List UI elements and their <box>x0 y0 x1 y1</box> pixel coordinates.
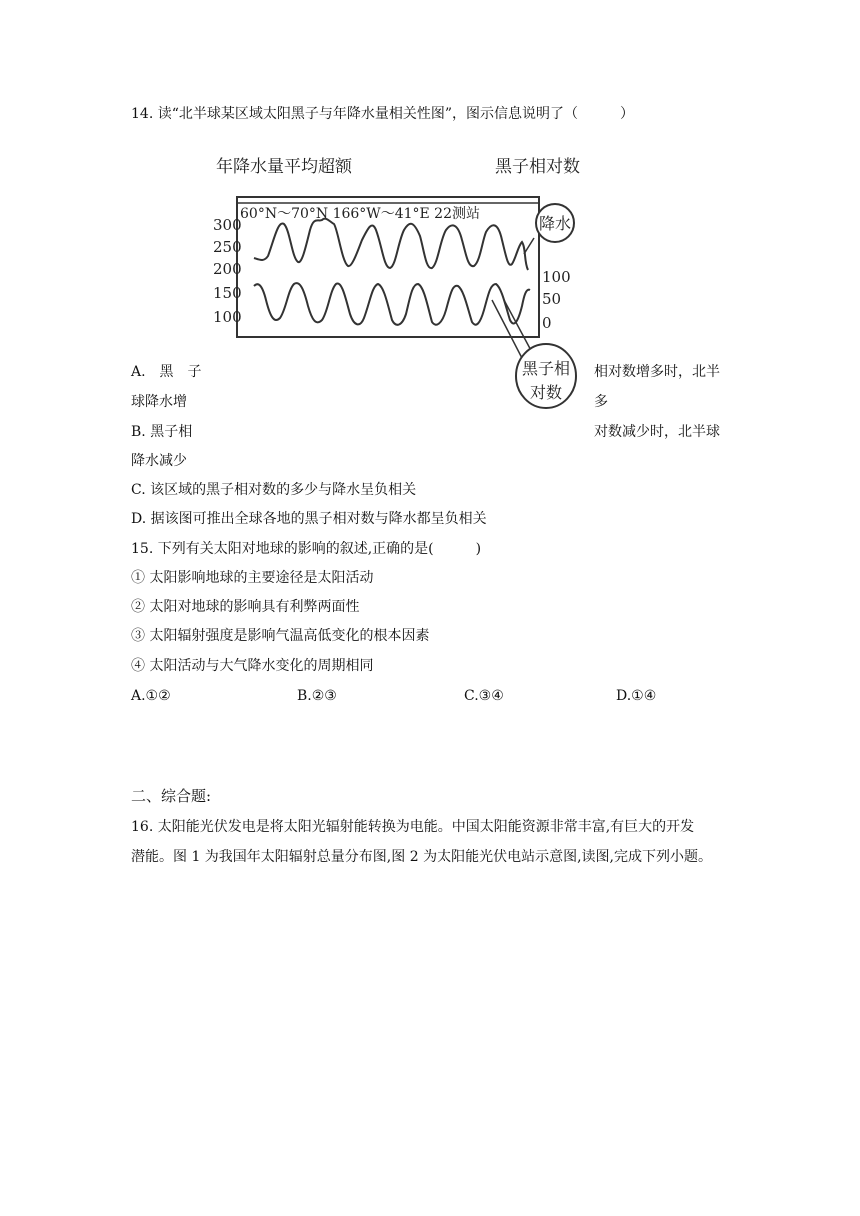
q15-item-4: ④ 太阳活动与大气降水变化的周期相同 <box>131 658 374 674</box>
q15-choice-c: C.③④ <box>464 688 504 704</box>
right-axis-title: 黑子相对数 <box>495 157 580 177</box>
sunspot-curve <box>254 283 530 325</box>
precip-callout-pointer <box>524 238 534 254</box>
q14-option-a-cont-right: 多 <box>594 394 608 410</box>
sunspot-callout-label-1: 黑子相 <box>521 359 571 378</box>
left-tick-250: 250 <box>213 238 242 256</box>
q14-option-b-cont: 降水减少 <box>131 453 187 469</box>
right-tick-0: 0 <box>542 314 552 332</box>
sunspot-callout-pointer-2 <box>504 300 534 356</box>
station-label: 60°N～70°N 166°W～41°E 22测站 <box>240 206 480 222</box>
q15-item-2: ② 太阳对地球的影响具有利弊两面性 <box>131 599 360 615</box>
left-axis-title: 年降水量平均超额 <box>216 157 352 177</box>
right-tick-50: 50 <box>542 290 562 308</box>
q15-stem: 15. 下列有关太阳对地球的影响的叙述,正确的是( ) <box>131 541 482 557</box>
sunspot-precipitation-figure <box>212 150 592 420</box>
q16-line-1: 16. 太阳能光伏发电是将太阳光辐射能转换为电能。中国太阳能资源非常丰富,有巨大的开发 <box>131 819 695 835</box>
q15-choice-d: D.①④ <box>616 688 657 704</box>
q14-option-b-right: 对数减少时，北半球 <box>594 424 720 440</box>
q14-option-c: C. 该区域的黑子相对数的多少与降水呈负相关 <box>131 482 417 498</box>
q16-line-2: 潜能。图 1 为我国年太阳辐射总量分布图,图 2 为太阳能光伏电站示意图,读图,完成下列小题。 <box>131 849 712 865</box>
precipitation-curve <box>254 219 528 270</box>
precip-callout-label: 降水 <box>538 214 572 233</box>
sunspot-callout-label-2: 对数 <box>529 383 563 402</box>
q14-option-b-left: B. 黑子相 <box>131 424 193 440</box>
q15-choice-a: A.①② <box>131 688 171 704</box>
left-tick-200: 200 <box>213 260 242 278</box>
left-tick-100: 100 <box>213 308 242 326</box>
q14-option-a-left: A. 黑 子 <box>131 364 202 380</box>
section-2-title: 二、综合题: <box>131 787 212 805</box>
left-tick-300: 300 <box>213 216 242 234</box>
q15-item-1: ① 太阳影响地球的主要途径是太阳活动 <box>131 570 374 586</box>
q14-option-a-cont-left: 球降水增 <box>131 394 187 410</box>
q14-option-d: D. 据该图可推出全球各地的黑子相对数与降水都呈负相关 <box>131 511 487 527</box>
q15-item-3: ③ 太阳辐射强度是影响气温高低变化的根本因素 <box>131 628 430 644</box>
right-tick-100: 100 <box>542 268 571 286</box>
q14-stem: 14. 读“北半球某区域太阳黑子与年降水量相关性图”，图示信息说明了（ ） <box>131 106 635 122</box>
left-tick-150: 150 <box>213 284 242 302</box>
q14-option-a-right: 相对数增多时，北半 <box>594 364 720 380</box>
q15-choice-b: B.②③ <box>297 688 337 704</box>
sunspot-callout-pointer-1 <box>492 300 524 362</box>
